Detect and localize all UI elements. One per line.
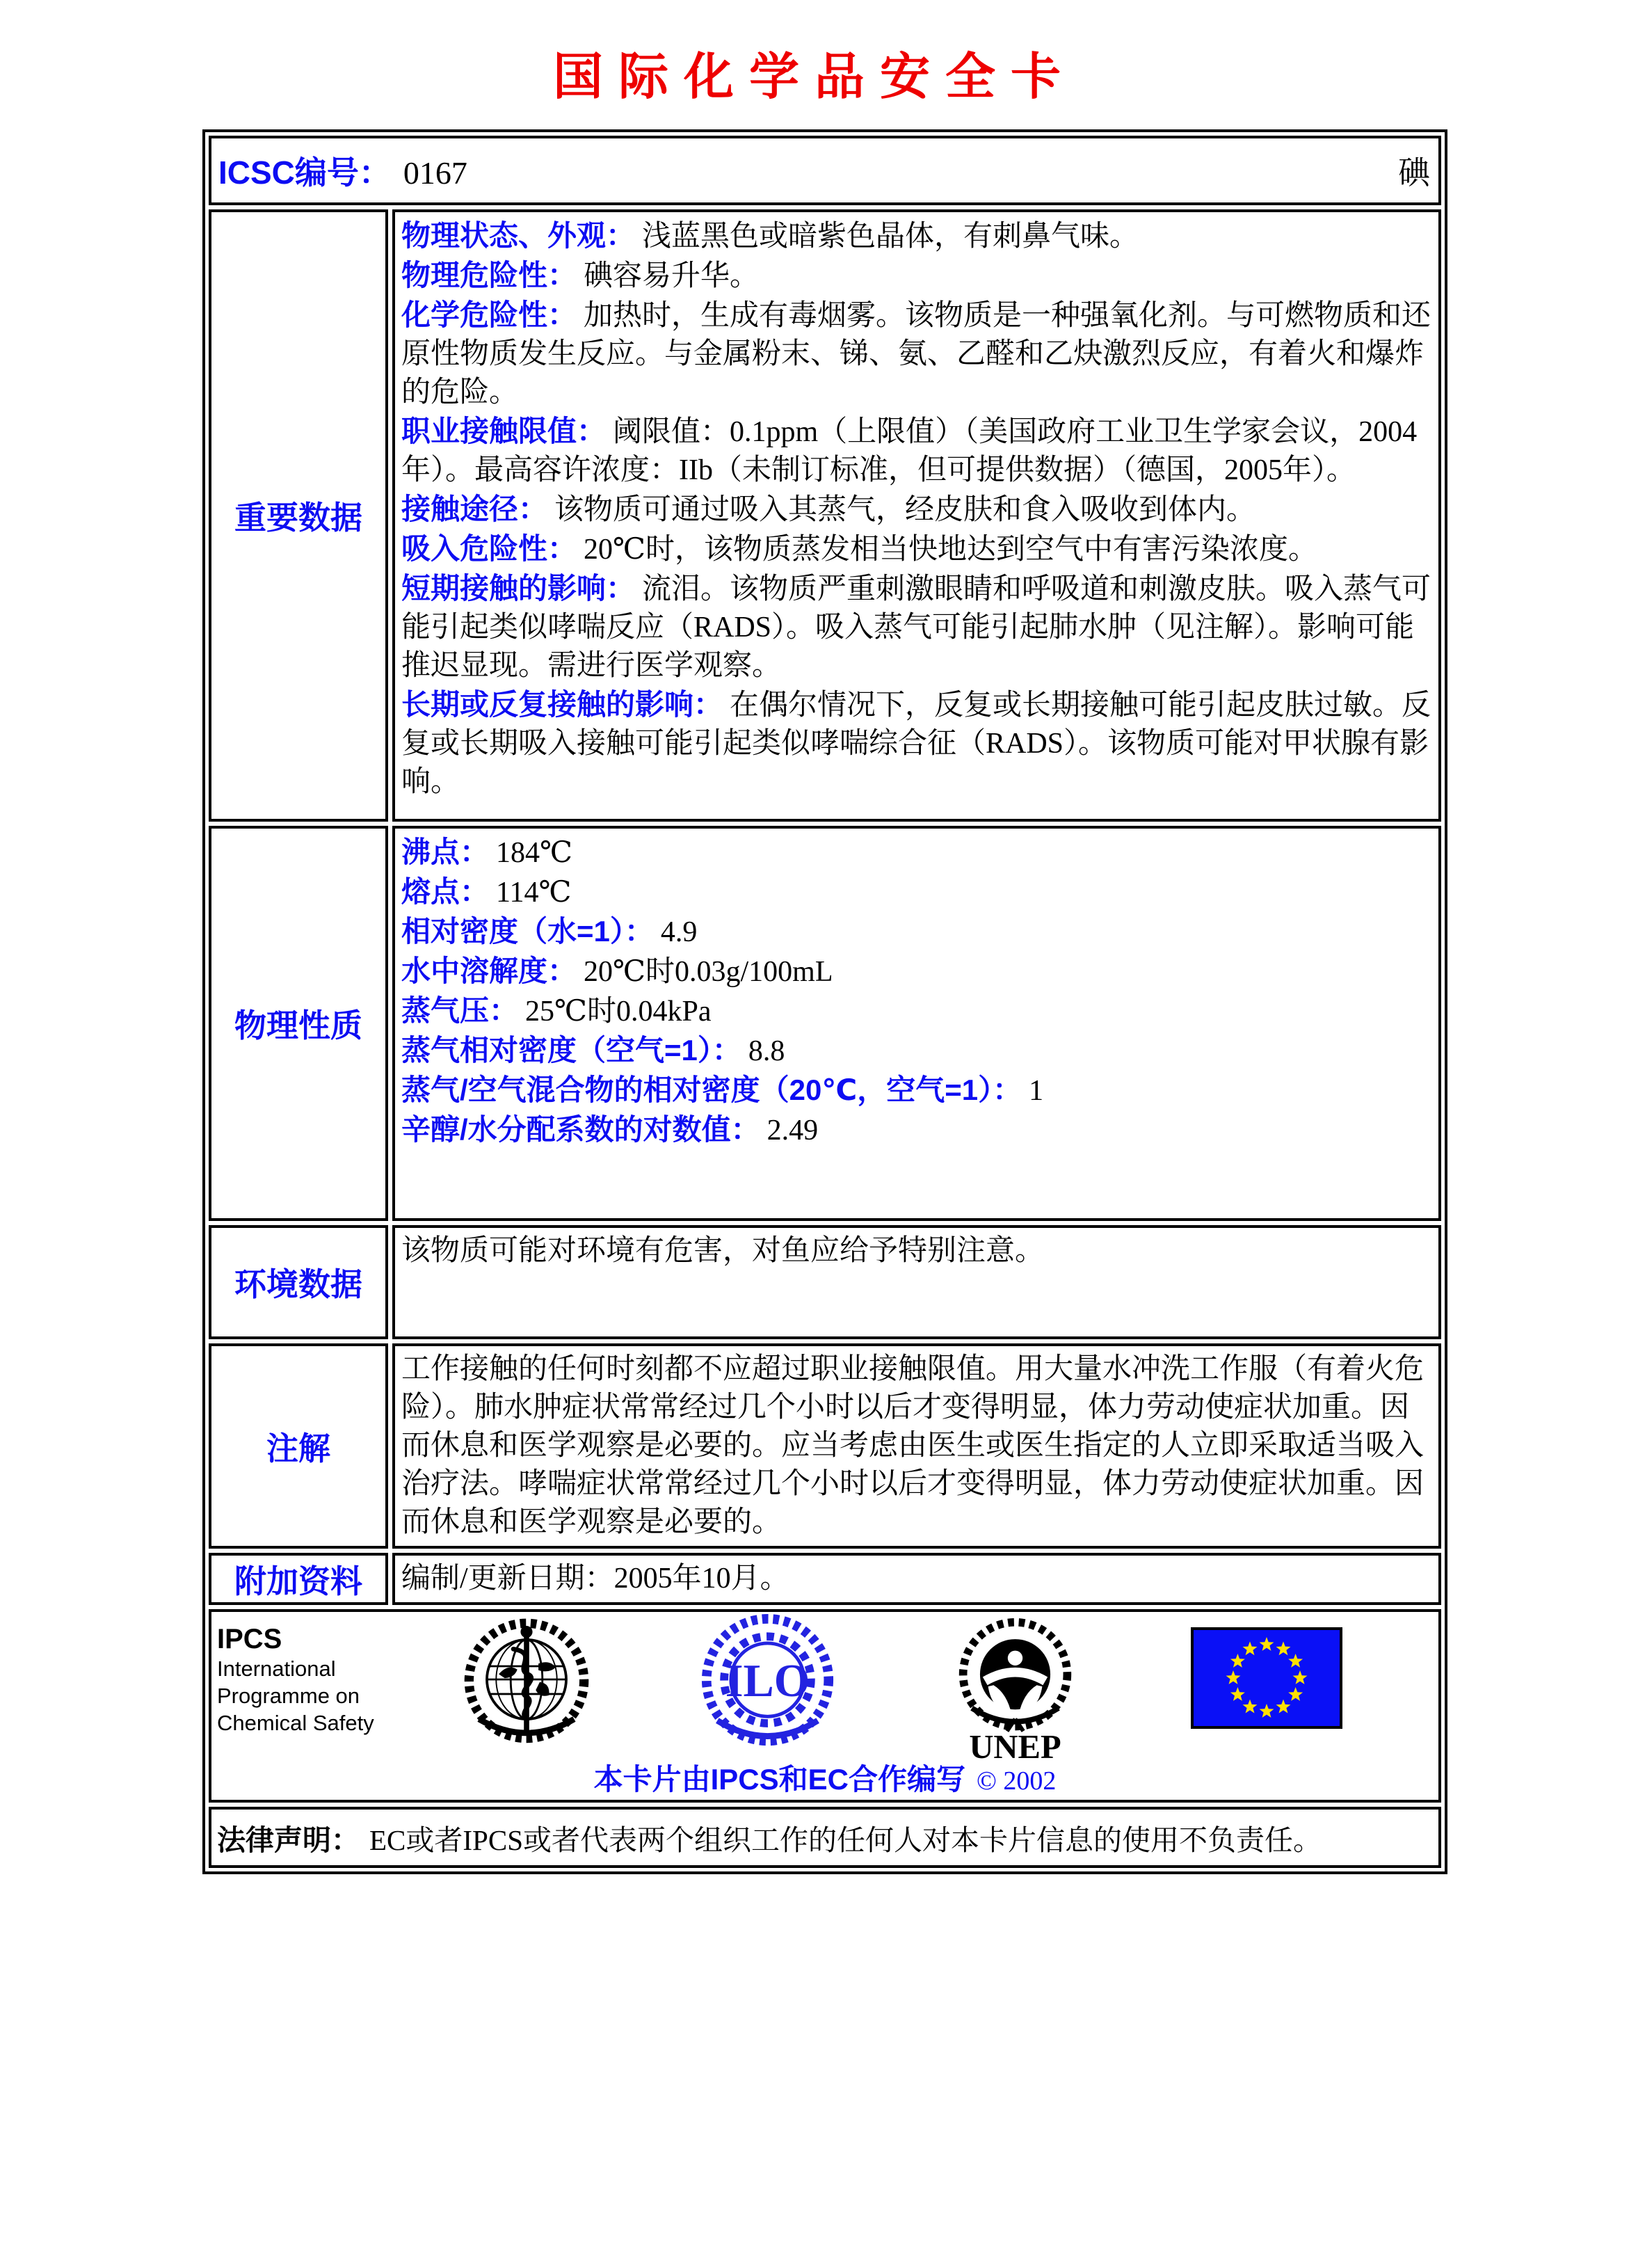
logos-cell: [209, 1609, 1441, 1803]
data-item: [401, 256, 1431, 296]
data-item: [401, 991, 1431, 1031]
data-item: [401, 1350, 1431, 1542]
icsc-number-group: [218, 147, 467, 193]
section-label-physical-properties: 物理性质: [209, 826, 388, 1221]
section-label-notes: 注解: [209, 1343, 388, 1549]
section-content-notes: [392, 1343, 1441, 1549]
copyright-text: © 2002: [977, 1766, 1057, 1796]
field-value: 浅蓝黑色或暗紫色晶体，有刺鼻气味。: [642, 221, 1139, 253]
ipcs-text-block: [217, 1623, 374, 1736]
field-value: 流泪。该物质严重刺激眼睛和呼吸道和刺激皮肤。吸入蒸气可能引起类似哮喘反应（RADS）。吸入蒸气可能引起肺水肿（见注解）。影响可能推迟显现。需进行医学观察。: [401, 573, 1431, 682]
field-value: 该物质可能对环境有危害，对鱼应给予特别注意。: [401, 1235, 1045, 1267]
field-label: 长期或反复接触的影响：: [401, 688, 723, 721]
field-label: 相对密度（水=1）：: [401, 915, 654, 948]
legal-cell: [209, 1807, 1441, 1868]
substance-name: 碘: [1398, 155, 1430, 191]
unep-logo-icon: [954, 1616, 1076, 1764]
section-content-important-data: [392, 209, 1441, 822]
section-row-physical-properties: [209, 826, 1441, 1221]
data-item: [401, 1232, 1431, 1270]
field-value: 在偶尔情况下，反复或长期接触可能引起皮肤过敏。反复或长期吸入接触可能引起类似哮喘综合征（RADS）。该物质可能对甲状腺有影响。: [401, 689, 1431, 798]
field-value: 工作接触的任何时刻都不应超过职业接触限值。用大量水冲洗工作服（有着火危险）。肺水肿症状常常经过几个小时以后才变得明显，体力劳动使症状加重。因而休息和医学观察是必要的。应当考虑由医生或医生指定的人立即采取适当吸入治疗法。哮喘症状常常经过几个小时以后才变得明显，体力劳动使症状加重。因而休息和医学观察是必要的。: [401, 1353, 1425, 1538]
ilo-logo-text: ILO: [725, 1656, 810, 1707]
header-row: [209, 136, 1441, 205]
field-label: 化学危险性：: [401, 298, 577, 331]
legal-notice-text: EC或者IPCS或者代表两个组织工作的任何人对本卡片信息的使用不负责任。: [369, 1823, 1322, 1856]
data-item: [401, 912, 1431, 952]
field-label: 物理状态、外观：: [401, 219, 636, 252]
icsc-card: [202, 129, 1447, 1874]
eu-flag-icon: [1191, 1627, 1342, 1729]
legal-notice-label: 法律声明：: [217, 1823, 360, 1856]
data-item: [401, 1560, 789, 1598]
section-row-important-data: [209, 209, 1441, 822]
field-label: 熔点：: [401, 875, 490, 908]
data-item: [401, 952, 1431, 991]
ipcs-acronym: IPCS: [217, 1624, 282, 1654]
field-label: 蒸气/空气混合物的相对密度（20℃，空气=1）：: [401, 1073, 1022, 1106]
data-item: [401, 412, 1431, 490]
field-value: 20℃时，该物质蒸发相当快地达到空气中有害污染浓度。: [584, 534, 1318, 566]
field-value: 编制/更新日期：2005年10月。: [401, 1563, 789, 1595]
field-value: 1: [1029, 1075, 1044, 1107]
field-value: 该物质可通过吸入其蒸气，经皮肤和食入吸收到体内。: [554, 494, 1256, 526]
field-label: 水中溶解度：: [401, 955, 577, 987]
data-item: [401, 685, 1431, 801]
data-item: [401, 1110, 1431, 1150]
icsc-number-label: ICSC编号：: [218, 154, 391, 191]
field-label: 沸点：: [401, 836, 490, 868]
page-title: 国际化学品安全卡: [552, 49, 1076, 105]
section-content-environmental-data: [392, 1225, 1441, 1339]
section-label-environmental-data: 环境数据: [209, 1225, 388, 1339]
caption-text: 本卡片由IPCS和EC合作编写: [593, 1763, 965, 1796]
data-item: [401, 833, 1431, 872]
header-cell: [209, 136, 1441, 205]
data-item: [401, 296, 1431, 412]
field-label: 辛醇/水分配系数的对数值：: [401, 1113, 760, 1146]
field-value: 加热时，生成有毒烟雾。该物质是一种强氧化剂。与可燃物质和还原性物质发生反应。与金属粉末、锑、氨、乙醛和乙炔激烈反应，有着火和爆炸的危险。: [401, 300, 1431, 408]
field-label: 物理危险性：: [401, 259, 577, 292]
ipcs-subtitle-line: International: [217, 1656, 336, 1681]
icsc-number-value: 0167: [403, 155, 467, 191]
field-label: 蒸气相对密度（空气=1）：: [401, 1034, 741, 1067]
unep-logo-text: UNEP: [969, 1728, 1061, 1764]
cooperation-caption: [211, 1757, 1438, 1798]
field-value: 碘容易升华。: [584, 260, 760, 292]
who-logo-icon: [460, 1613, 593, 1746]
data-item: [401, 216, 1431, 256]
field-value: 阈限值：0.1ppm（上限值）（美国政府工业卫生学家会议，2004年）。最高容许浓度：IIb（未制订标准，但可提供数据）（德国，2005年）。: [401, 416, 1418, 486]
field-label: 吸入危险性：: [401, 532, 577, 565]
logos-row: [209, 1609, 1441, 1803]
field-value: 184℃: [496, 837, 572, 869]
field-label: 接触途径：: [401, 493, 548, 525]
field-label: 蒸气压：: [401, 994, 519, 1027]
field-value: 25℃时0.04kPa: [525, 996, 712, 1028]
field-value: 2.49: [767, 1115, 819, 1147]
data-item: [401, 872, 1431, 912]
field-label: 职业接触限值：: [401, 415, 607, 447]
field-value: 20℃时0.03g/100mL: [584, 956, 833, 988]
field-label: 短期接触的影响：: [401, 572, 636, 605]
section-content-additional-information: [392, 1553, 1441, 1605]
field-value: 8.8: [748, 1035, 785, 1067]
section-content-physical-properties: [392, 826, 1441, 1221]
data-item: [401, 529, 1431, 569]
field-value: 114℃: [496, 877, 572, 909]
data-item: [401, 1071, 1431, 1110]
data-item: [401, 1031, 1431, 1071]
section-label-additional-information: 附加资料: [209, 1553, 388, 1605]
ipcs-subtitle-line: Programme on: [217, 1684, 360, 1708]
section-row-environmental-data: [209, 1225, 1441, 1339]
field-value: 4.9: [660, 916, 698, 948]
ipcs-subtitle-line: Chemical Safety: [217, 1711, 374, 1735]
section-label-important-data: 重要数据: [209, 209, 388, 822]
data-item: [401, 490, 1431, 529]
section-row-additional-information: [209, 1553, 1441, 1605]
data-item: [401, 569, 1431, 685]
legal-row: [209, 1807, 1441, 1868]
section-row-notes: [209, 1343, 1441, 1549]
ilo-logo-icon: [700, 1613, 835, 1752]
